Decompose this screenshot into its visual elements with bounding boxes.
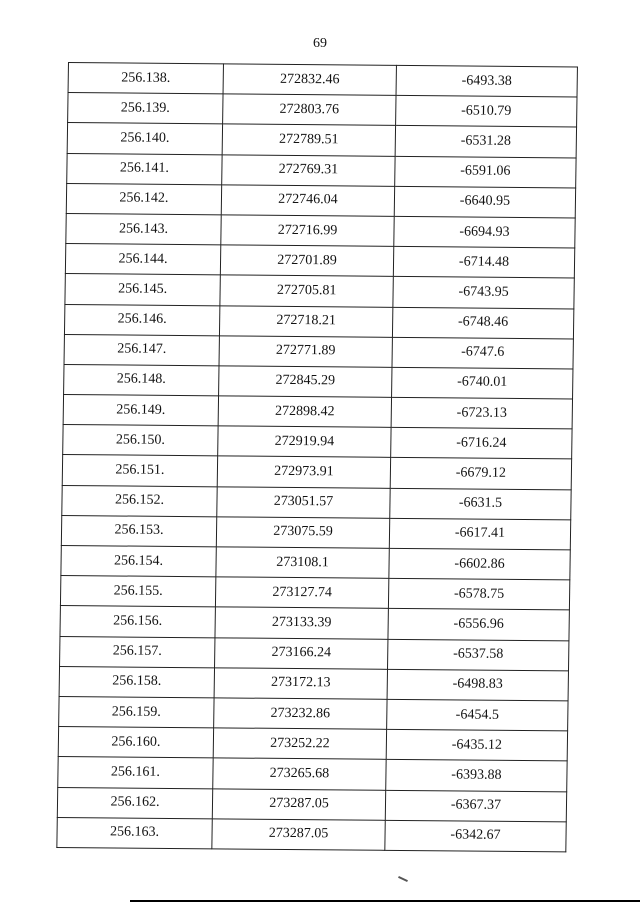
table-row bbox=[67, 153, 576, 188]
table-row bbox=[62, 455, 571, 490]
point-number-text: 256.151. bbox=[115, 462, 165, 478]
y-coordinate-text: -6435.12 bbox=[451, 737, 503, 753]
point-number-cell bbox=[66, 213, 221, 245]
x-coordinate-cell bbox=[212, 819, 385, 851]
table-row bbox=[57, 787, 566, 822]
y-coordinate-text: -6510.79 bbox=[461, 103, 512, 119]
coordinates-table-body bbox=[57, 63, 578, 852]
point-number-text: 256.140. bbox=[120, 130, 170, 146]
y-coordinate-text: -6723.13 bbox=[456, 405, 507, 421]
x-coordinate-cell bbox=[213, 758, 386, 790]
point-number-text: 256.161. bbox=[110, 764, 161, 780]
x-coordinate-text: 272718.21 bbox=[276, 312, 337, 329]
table-row bbox=[63, 395, 572, 430]
y-coordinate-cell bbox=[386, 760, 567, 792]
table-row bbox=[60, 636, 569, 671]
y-coordinate-cell bbox=[394, 186, 575, 218]
x-coordinate-text: 272803.76 bbox=[279, 101, 340, 118]
y-coordinate-text: -6617.41 bbox=[454, 525, 506, 542]
y-coordinate-cell bbox=[386, 729, 567, 761]
scan-artifact bbox=[398, 876, 408, 882]
point-number-cell bbox=[65, 274, 220, 306]
point-number-text: 256.163. bbox=[109, 824, 160, 841]
x-coordinate-text: 273133.39 bbox=[271, 614, 332, 631]
point-number-text: 256.147. bbox=[117, 341, 167, 358]
point-number-text: 256.142. bbox=[119, 190, 169, 207]
y-coordinate-cell bbox=[387, 699, 568, 731]
y-coordinate-text: -6640.95 bbox=[459, 193, 511, 210]
y-coordinate-cell bbox=[392, 367, 573, 399]
table-row bbox=[58, 727, 567, 762]
y-coordinate-text: -6694.93 bbox=[459, 223, 510, 240]
x-coordinate-cell bbox=[217, 486, 390, 518]
table-row bbox=[59, 666, 568, 701]
point-number-text: 256.143. bbox=[118, 220, 169, 237]
x-coordinate-text: 272832.46 bbox=[279, 71, 340, 87]
point-number-cell bbox=[62, 485, 217, 517]
point-number-text: 256.159. bbox=[111, 703, 161, 720]
point-number-text: 256.148. bbox=[116, 371, 166, 388]
table-row bbox=[63, 425, 572, 460]
point-number-cell bbox=[68, 93, 223, 125]
y-coordinate-text: -6454.5 bbox=[455, 706, 500, 723]
point-number-cell bbox=[57, 787, 212, 819]
point-number-text: 256.138. bbox=[121, 70, 171, 86]
point-number-cell bbox=[59, 666, 214, 698]
table-row bbox=[61, 545, 570, 580]
point-number-cell bbox=[58, 727, 213, 759]
x-coordinate-text: 272789.51 bbox=[278, 131, 339, 148]
table-row bbox=[65, 274, 574, 309]
y-coordinate-cell bbox=[395, 126, 576, 158]
point-number-text: 256.145. bbox=[118, 281, 168, 297]
table-row bbox=[65, 244, 574, 279]
point-number-cell bbox=[61, 515, 216, 547]
page-bottom-border bbox=[130, 900, 640, 902]
point-number-cell bbox=[64, 334, 219, 366]
y-coordinate-cell bbox=[389, 548, 570, 580]
y-coordinate-cell bbox=[392, 337, 573, 369]
x-coordinate-text: 272898.42 bbox=[274, 403, 335, 420]
table-row bbox=[60, 576, 569, 611]
point-number-cell bbox=[65, 244, 220, 276]
x-coordinate-text: 272716.99 bbox=[277, 222, 338, 238]
page-number: 69 bbox=[313, 36, 327, 51]
x-coordinate-text: 273252.22 bbox=[270, 735, 330, 752]
point-number-text: 256.162. bbox=[110, 794, 160, 810]
x-coordinate-text: 272769.31 bbox=[278, 162, 339, 178]
point-number-text: 256.158. bbox=[112, 673, 162, 690]
x-coordinate-cell bbox=[218, 426, 391, 458]
y-coordinate-cell bbox=[393, 246, 574, 278]
y-coordinate-cell bbox=[389, 518, 570, 550]
x-coordinate-text: 272701.89 bbox=[277, 252, 337, 269]
y-coordinate-text: -6342.67 bbox=[450, 827, 501, 844]
x-coordinate-cell bbox=[213, 728, 386, 760]
table-row bbox=[64, 364, 573, 399]
point-number-cell bbox=[64, 364, 219, 396]
point-number-text: 256.156. bbox=[113, 613, 163, 629]
y-coordinate-text: -6714.48 bbox=[458, 254, 510, 270]
table-row bbox=[62, 485, 571, 520]
x-coordinate-text: 273051.57 bbox=[273, 494, 334, 510]
x-coordinate-text: 272973.91 bbox=[274, 463, 334, 480]
x-coordinate-text: 272771.89 bbox=[275, 343, 336, 359]
x-coordinate-cell bbox=[222, 154, 395, 186]
table-row bbox=[64, 304, 573, 339]
point-number-text: 256.141. bbox=[119, 160, 170, 177]
table-row bbox=[67, 123, 576, 158]
point-number-text: 256.150. bbox=[115, 432, 166, 448]
y-coordinate-text: -6498.83 bbox=[452, 676, 503, 693]
y-coordinate-text: -6740.01 bbox=[457, 374, 508, 391]
point-number-text: 256.155. bbox=[113, 583, 163, 599]
x-coordinate-text: 272746.04 bbox=[278, 192, 338, 208]
y-coordinate-cell bbox=[395, 156, 576, 188]
point-number-text: 256.154. bbox=[113, 553, 164, 569]
y-coordinate-cell bbox=[388, 639, 569, 671]
table-row bbox=[66, 213, 575, 248]
y-coordinate-text: -6537.58 bbox=[453, 646, 504, 663]
table-row bbox=[57, 817, 566, 852]
table-row bbox=[68, 93, 577, 128]
x-coordinate-cell bbox=[214, 698, 387, 730]
x-coordinate-cell bbox=[215, 607, 388, 639]
x-coordinate-cell bbox=[223, 94, 396, 126]
y-coordinate-text: -6591.06 bbox=[460, 163, 511, 180]
x-coordinate-cell bbox=[220, 245, 393, 277]
point-number-cell bbox=[63, 425, 218, 457]
point-number-cell bbox=[67, 153, 222, 185]
y-coordinate-text: -6578.75 bbox=[453, 586, 505, 602]
x-coordinate-text: 272705.81 bbox=[276, 282, 337, 299]
x-coordinate-cell bbox=[223, 64, 396, 96]
point-number-cell bbox=[62, 455, 217, 487]
x-coordinate-cell bbox=[220, 275, 393, 307]
point-number-cell bbox=[60, 606, 215, 638]
table-row bbox=[64, 334, 573, 369]
x-coordinate-cell bbox=[219, 336, 392, 368]
point-number-text: 256.153. bbox=[114, 522, 164, 539]
x-coordinate-cell bbox=[215, 577, 388, 609]
y-coordinate-cell bbox=[394, 216, 575, 248]
x-coordinate-text: 273108.1 bbox=[276, 554, 329, 570]
x-coordinate-cell bbox=[217, 456, 390, 488]
y-coordinate-text: -6679.12 bbox=[455, 465, 507, 481]
table-row bbox=[68, 63, 577, 98]
x-coordinate-cell bbox=[221, 185, 394, 217]
x-coordinate-text: 273075.59 bbox=[273, 524, 333, 540]
x-coordinate-cell bbox=[214, 668, 387, 700]
point-number-text: 256.144. bbox=[118, 251, 168, 267]
x-coordinate-cell bbox=[216, 547, 389, 579]
point-number-text: 256.157. bbox=[112, 643, 162, 660]
x-coordinate-cell bbox=[221, 215, 394, 247]
y-coordinate-text: -6743.95 bbox=[458, 284, 509, 300]
point-number-cell bbox=[61, 545, 216, 577]
y-coordinate-cell bbox=[388, 579, 569, 611]
x-coordinate-text: 273265.68 bbox=[269, 765, 330, 782]
y-coordinate-cell bbox=[396, 96, 577, 128]
x-coordinate-text: 273127.74 bbox=[272, 584, 332, 601]
point-number-cell bbox=[68, 63, 223, 95]
x-coordinate-cell bbox=[219, 366, 392, 398]
point-number-text: 256.146. bbox=[117, 311, 167, 327]
y-coordinate-text: -6747.6 bbox=[461, 344, 505, 361]
table-row bbox=[60, 606, 569, 641]
coordinates-table bbox=[56, 62, 578, 852]
point-number-cell bbox=[60, 636, 215, 668]
y-coordinate-cell bbox=[396, 65, 577, 97]
table-row bbox=[66, 183, 575, 218]
x-coordinate-cell bbox=[212, 788, 385, 820]
point-number-cell bbox=[58, 757, 213, 789]
y-coordinate-text: -6493.38 bbox=[461, 73, 512, 89]
point-number-cell bbox=[59, 696, 214, 728]
point-number-text: 256.152. bbox=[114, 492, 165, 509]
y-coordinate-cell bbox=[391, 428, 572, 460]
x-coordinate-cell bbox=[216, 517, 389, 549]
y-coordinate-text: -6556.96 bbox=[453, 616, 504, 632]
point-number-text: 256.149. bbox=[116, 402, 166, 418]
y-coordinate-cell bbox=[388, 609, 569, 641]
y-coordinate-text: -6631.5 bbox=[458, 495, 503, 512]
y-coordinate-text: -6393.88 bbox=[451, 767, 502, 783]
point-number-text: 256.160. bbox=[111, 734, 161, 750]
y-coordinate-text: -6748.46 bbox=[457, 314, 509, 330]
y-coordinate-text: -6716.24 bbox=[456, 435, 507, 451]
y-coordinate-text: -6531.28 bbox=[460, 133, 512, 149]
x-coordinate-text: 273232.86 bbox=[270, 705, 331, 721]
y-coordinate-cell bbox=[387, 669, 568, 701]
x-coordinate-text: 272919.94 bbox=[274, 433, 335, 450]
x-coordinate-cell bbox=[219, 305, 392, 337]
point-number-text: 256.139. bbox=[120, 100, 170, 116]
y-coordinate-cell bbox=[390, 458, 571, 490]
table-row bbox=[61, 515, 570, 550]
coordinates-table-container bbox=[56, 62, 574, 852]
table-row bbox=[58, 757, 567, 792]
y-coordinate-cell bbox=[392, 307, 573, 339]
y-coordinate-cell bbox=[385, 820, 566, 852]
x-coordinate-text: 273287.05 bbox=[269, 795, 329, 812]
x-coordinate-text: 272845.29 bbox=[275, 373, 336, 389]
point-number-cell bbox=[63, 395, 218, 427]
table-row bbox=[59, 696, 568, 731]
point-number-cell bbox=[57, 817, 212, 849]
point-number-cell bbox=[66, 183, 221, 215]
point-number-cell bbox=[64, 304, 219, 336]
y-coordinate-cell bbox=[385, 790, 566, 822]
x-coordinate-text: 273166.24 bbox=[271, 644, 332, 661]
y-coordinate-cell bbox=[390, 488, 571, 520]
y-coordinate-cell bbox=[391, 397, 572, 429]
y-coordinate-text: -6602.86 bbox=[454, 556, 505, 572]
x-coordinate-text: 273287.05 bbox=[268, 826, 329, 842]
x-coordinate-text: 273172.13 bbox=[270, 675, 331, 691]
x-coordinate-cell bbox=[215, 637, 388, 669]
x-coordinate-cell bbox=[222, 124, 395, 156]
y-coordinate-cell bbox=[393, 277, 574, 309]
point-number-cell bbox=[67, 123, 222, 155]
x-coordinate-cell bbox=[218, 396, 391, 428]
point-number-cell bbox=[60, 576, 215, 608]
y-coordinate-text: -6367.37 bbox=[450, 797, 502, 813]
